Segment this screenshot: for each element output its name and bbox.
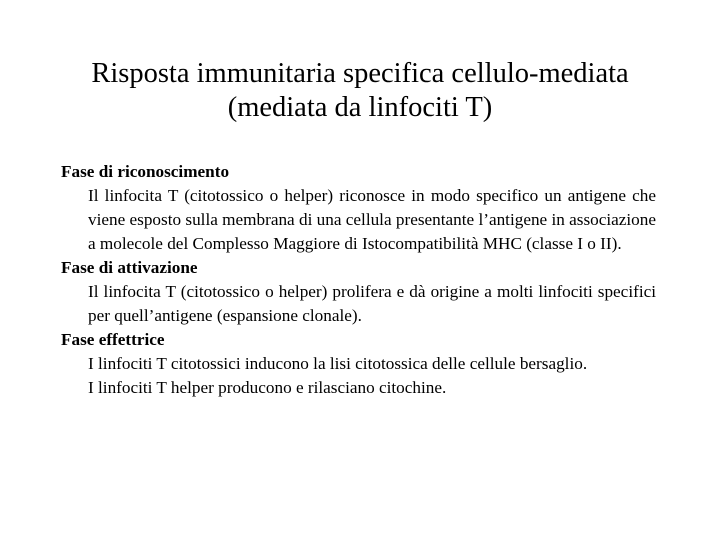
section-recognition <box>61 160 656 256</box>
slide-body <box>61 160 656 400</box>
section-body <box>88 352 656 400</box>
slide-title <box>40 57 680 125</box>
section-paragraph: Il linfocita T (citotossico o helper) riconosce in modo specifico un antigene che viene esposto sulla membrana di una cellula presentante l’antigene in associazione a molecole del Complesso Maggiore di Istocompatibilità MHC (classe I o II). <box>88 186 656 253</box>
section-heading: Fase di riconoscimento <box>61 162 230 181</box>
section-paragraph: I linfociti T helper producono e rilasciano citochine. <box>88 378 447 397</box>
section-body <box>88 280 656 328</box>
slide-title-line-1: Risposta immunitaria specifica cellulo-mediata <box>91 58 629 89</box>
slide-title-line-2: (mediata da linfociti T) <box>227 92 493 123</box>
section-effector <box>61 328 656 400</box>
section-heading: Fase di attivazione <box>61 258 198 277</box>
section-body <box>88 184 656 256</box>
section-paragraph: I linfociti T citotossici inducono la lisi citotossica delle cellule bersaglio. <box>88 354 588 373</box>
section-paragraph: Il linfocita T (citotossico o helper) prolifera e dà origine a molti linfociti specifici per quell’antigene (espansione clonale). <box>88 282 656 325</box>
section-activation <box>61 256 656 328</box>
section-heading: Fase effettrice <box>61 330 165 349</box>
